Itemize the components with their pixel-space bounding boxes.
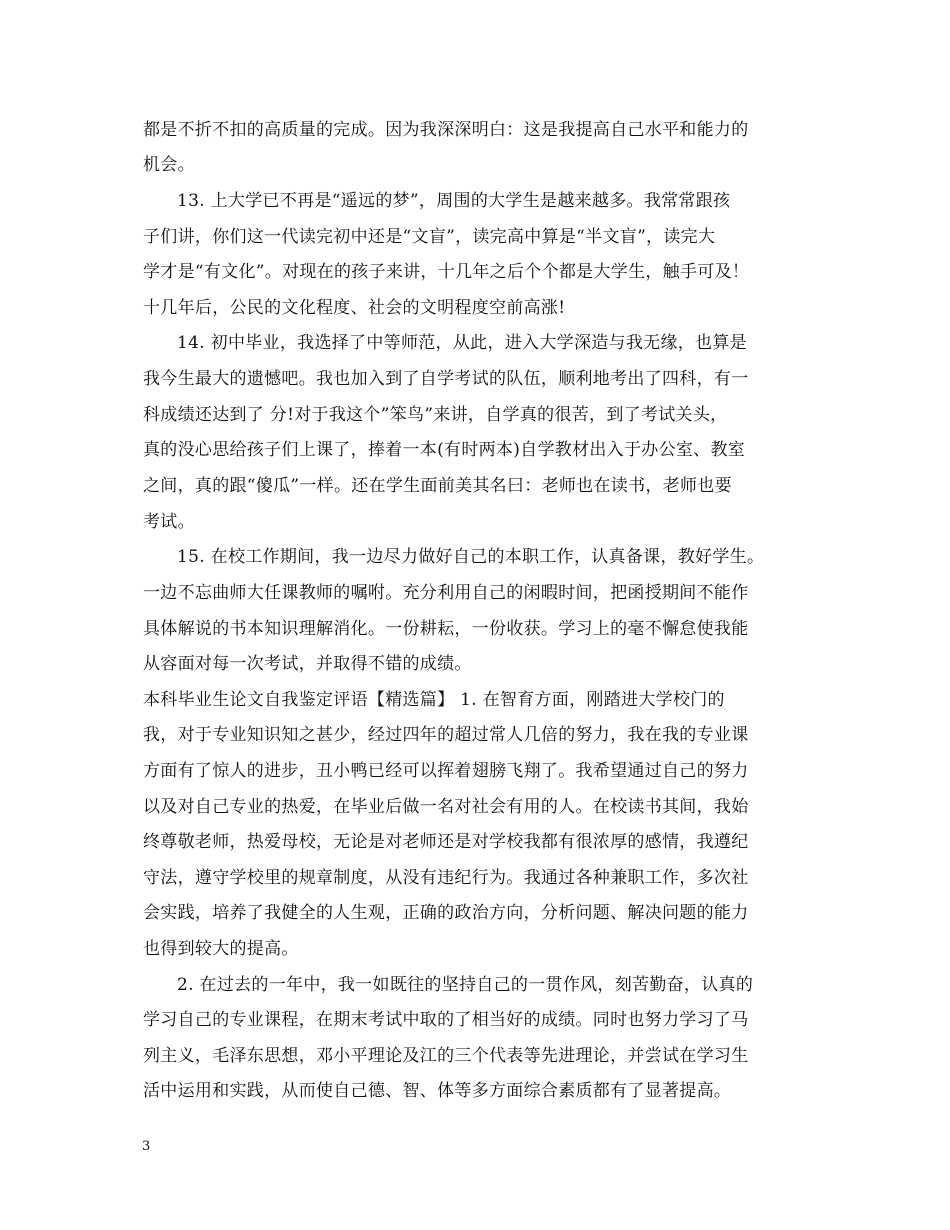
text-line: 学才是“有文化”。对现在的孩子来讲，十几年之后个个都是大学生，触手可及！ [143,262,750,282]
page-number: 3 [142,1139,151,1154]
text-line: 活中运用和实践，从而使自己德、智、体等多方面综合素质都有了显著提高。 [143,1081,732,1101]
text-line: 都是不折不扣的高质量的完成。因为我深深明白：这是我提高自己水平和能力的 [143,120,749,140]
section-heading-line: 本科毕业生论文自我鉴定评语【精选篇】 1. 在智育方面，刚踏进大学校门的 [143,690,725,710]
text-line: 也得到较大的提高。 [143,939,299,959]
text-line: 一边不忘曲师大任课教师的嘱咐。充分利用自己的闲暇时间，把函授期间不能作 [143,583,749,603]
text-line: 13. 上大学已不再是“遥远的梦”，周围的大学生是越来越多。我常常跟孩 [177,191,731,211]
text-line: 以及对自己专业的热爱，在毕业后做一名对社会有用的人。在校读书其间，我始 [143,797,749,817]
text-line: 从容面对每一次考试，并取得不错的成绩。 [143,654,472,674]
text-line: 之间，真的跟“傻瓜”一样。还在学生面前美其名曰：老师也在读书，老师也要 [143,476,732,496]
text-line: 我今生最大的遗憾吧。我也加入到了自学考试的队伍，顺利地考出了四科，有一 [143,369,749,389]
text-line: 终尊敬老师，热爱母校，无论是对老师还是对学校我都有很浓厚的感情，我遵纪 [143,832,749,852]
text-line: 14. 初中毕业，我选择了中等师范，从此，进入大学深造与我无缘，也算是 [177,333,747,353]
text-line: 考试。 [143,512,195,532]
text-line: 守法，遵守学校里的规章制度，从没有违纪行为。我通过各种兼职工作，多次社 [143,868,749,888]
text-line: 15. 在校工作期间，我一边尽力做好自己的本职工作，认真备课，教好学生。 [177,547,765,567]
text-line: 具体解说的书本知识理解消化。一份耕耘，一份收获。学习上的毫不懈怠使我能 [143,619,749,639]
text-line: 真的没心思给孩子们上课了，捧着一本(有时两本)自学教材出入于办公室、教室 [143,440,746,460]
text-line: 子们讲，你们这一代读完初中还是“文盲”，读完高中算是“半文盲”，读完大 [143,227,716,247]
text-line: 机会。 [143,155,195,175]
text-line: 2. 在过去的一年中，我一如既往的坚持自己的一贯作风，刻苦勤奋，认真的 [177,975,754,995]
text-line: 学习自己的专业课程，在期末考试中取的了相当好的成绩。同时也努力学习了马 [143,1010,749,1030]
text-line: 科成绩还达到了 分!对于我这个”笨鸟”来讲，自学真的很苦，到了考试关头， [143,405,728,425]
text-line: 我，对于专业知识知之甚少，经过四年的超过常人几倍的努力，我在我的专业课 [143,725,749,745]
text-line: 十几年后，公民的文化程度、社会的文明程度空前高涨! [143,298,566,318]
text-line: 列主义，毛泽东思想，邓小平理论及江的三个代表等先进理论，并尝试在学习生 [143,1046,749,1066]
text-line: 方面有了惊人的进步，丑小鸭已经可以挥着翅膀飞翔了。我希望通过自己的努力 [143,761,749,781]
text-line: 会实践，培养了我健全的人生观，正确的政治方向，分析问题、解决问题的能力 [143,903,749,923]
